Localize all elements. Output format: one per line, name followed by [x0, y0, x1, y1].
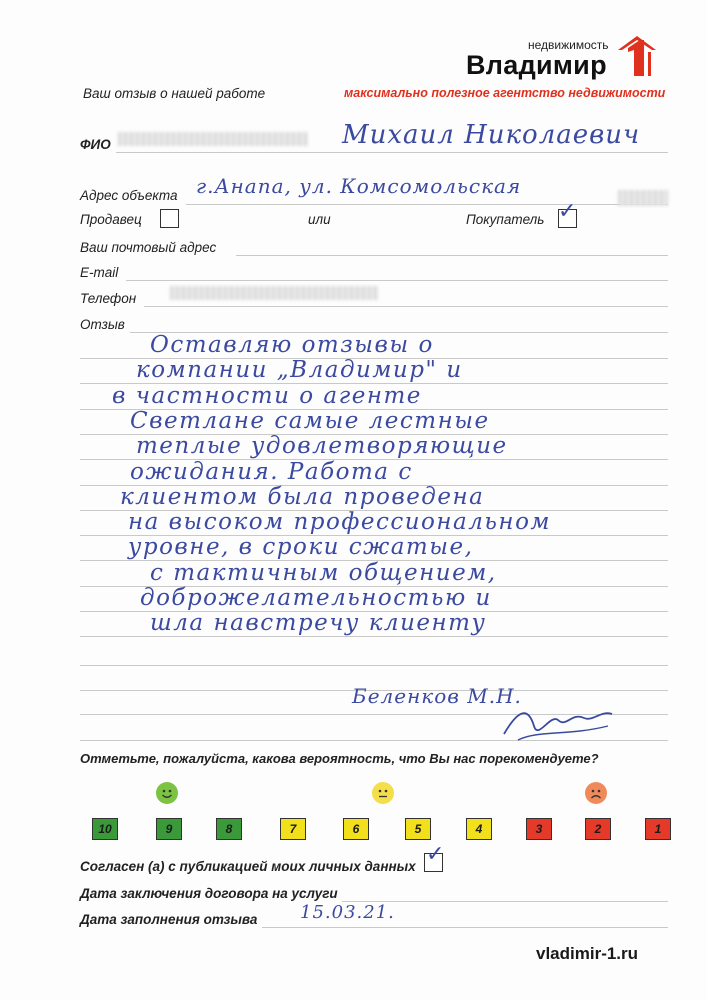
phone-label: Телефон [80, 291, 137, 306]
fio-label: ФИО [80, 137, 111, 152]
address-value[interactable]: г.Анапа, ул. Комсомольская [196, 174, 522, 198]
score-box-2[interactable]: 2 [585, 818, 611, 840]
brand-tagline: максимально полезное агентство недвижимости [344, 86, 666, 100]
address-label: Адрес объекта [80, 188, 178, 203]
fill-date-label: Дата заполнения отзыва [80, 912, 258, 927]
address-redacted [618, 190, 668, 206]
score-box-9[interactable]: 9 [156, 818, 182, 840]
sad-face-icon [585, 782, 607, 804]
form-subtitle: Ваш отзыв о нашей работе [83, 86, 266, 101]
review-text-line: на высоком профессиональном [128, 509, 551, 536]
address-line [186, 204, 668, 205]
brand-name: Владимир [466, 50, 607, 80]
score-box-4[interactable]: 4 [466, 818, 492, 840]
review-text-line: в частности о агенте [112, 382, 422, 409]
review-text-line: клиентом была проведена [120, 483, 485, 510]
score-box-10[interactable]: 10 [92, 818, 118, 840]
happy-face-icon [156, 782, 178, 804]
neutral-face-icon [372, 782, 394, 804]
consent-label: Согласен (а) с публикацией моих личных данных [80, 859, 416, 874]
fio-redacted [118, 132, 308, 146]
brand-logo-one-icon [614, 34, 660, 78]
score-box-7[interactable]: 7 [280, 818, 306, 840]
score-box-3[interactable]: 3 [526, 818, 552, 840]
phone-line [144, 306, 668, 307]
review-text-line: Светлане самые лестные [130, 407, 490, 434]
email-line [126, 280, 668, 281]
contract-date-label: Дата заключения договора на услуги [80, 886, 338, 901]
rating-question: Отметьте, пожалуйста, какова вероятность, что Вы нас порекомендуете? [80, 751, 599, 766]
review-ruled-line [80, 636, 668, 637]
score-box-5[interactable]: 5 [405, 818, 431, 840]
brand-small-text: недвижимость [528, 38, 609, 52]
review-text-line: Оставляю отзывы о [150, 332, 434, 358]
email-label: E-mail [80, 265, 119, 280]
fio-value[interactable]: Михаил Николаевич [342, 120, 641, 150]
buyer-checkmark-icon: ✓ [558, 199, 577, 224]
review-label: Отзыв [80, 317, 125, 332]
review-text-line: уровне, в сроки сжатые, [128, 534, 474, 561]
fio-line [116, 152, 668, 153]
fill-date-line [262, 927, 668, 928]
or-label: или [308, 212, 331, 227]
review-text-line: шла навстречу клиенту [150, 610, 487, 637]
score-box-8[interactable]: 8 [216, 818, 242, 840]
consent-checkmark-icon: ✓ [426, 842, 445, 867]
score-box-6[interactable]: 6 [343, 818, 369, 840]
signature-scribble-icon [498, 700, 618, 746]
buyer-label: Покупатель [466, 212, 545, 227]
signature-name: Беленков М.Н. [352, 684, 522, 708]
phone-redacted [170, 286, 378, 300]
mail-address-label: Ваш почтовый адрес [80, 240, 217, 255]
review-text-line: доброжелательностью и [140, 585, 492, 611]
score-box-1[interactable]: 1 [645, 818, 671, 840]
review-text-line: с тактичным общением, [150, 559, 497, 586]
review-text-line: компании „Владимир" и [136, 357, 463, 384]
fill-date-value[interactable]: 15.03.21. [300, 902, 395, 923]
seller-checkbox[interactable] [160, 209, 179, 228]
seller-label: Продавец [80, 212, 142, 227]
review-text-line: ожидания. Работа с [130, 458, 413, 485]
website-link[interactable]: vladimir-1.ru [536, 944, 639, 963]
review-ruled-line [80, 665, 668, 666]
review-text-line: теплые удовлетворяющие [136, 433, 508, 460]
mail-address-line [236, 255, 668, 256]
